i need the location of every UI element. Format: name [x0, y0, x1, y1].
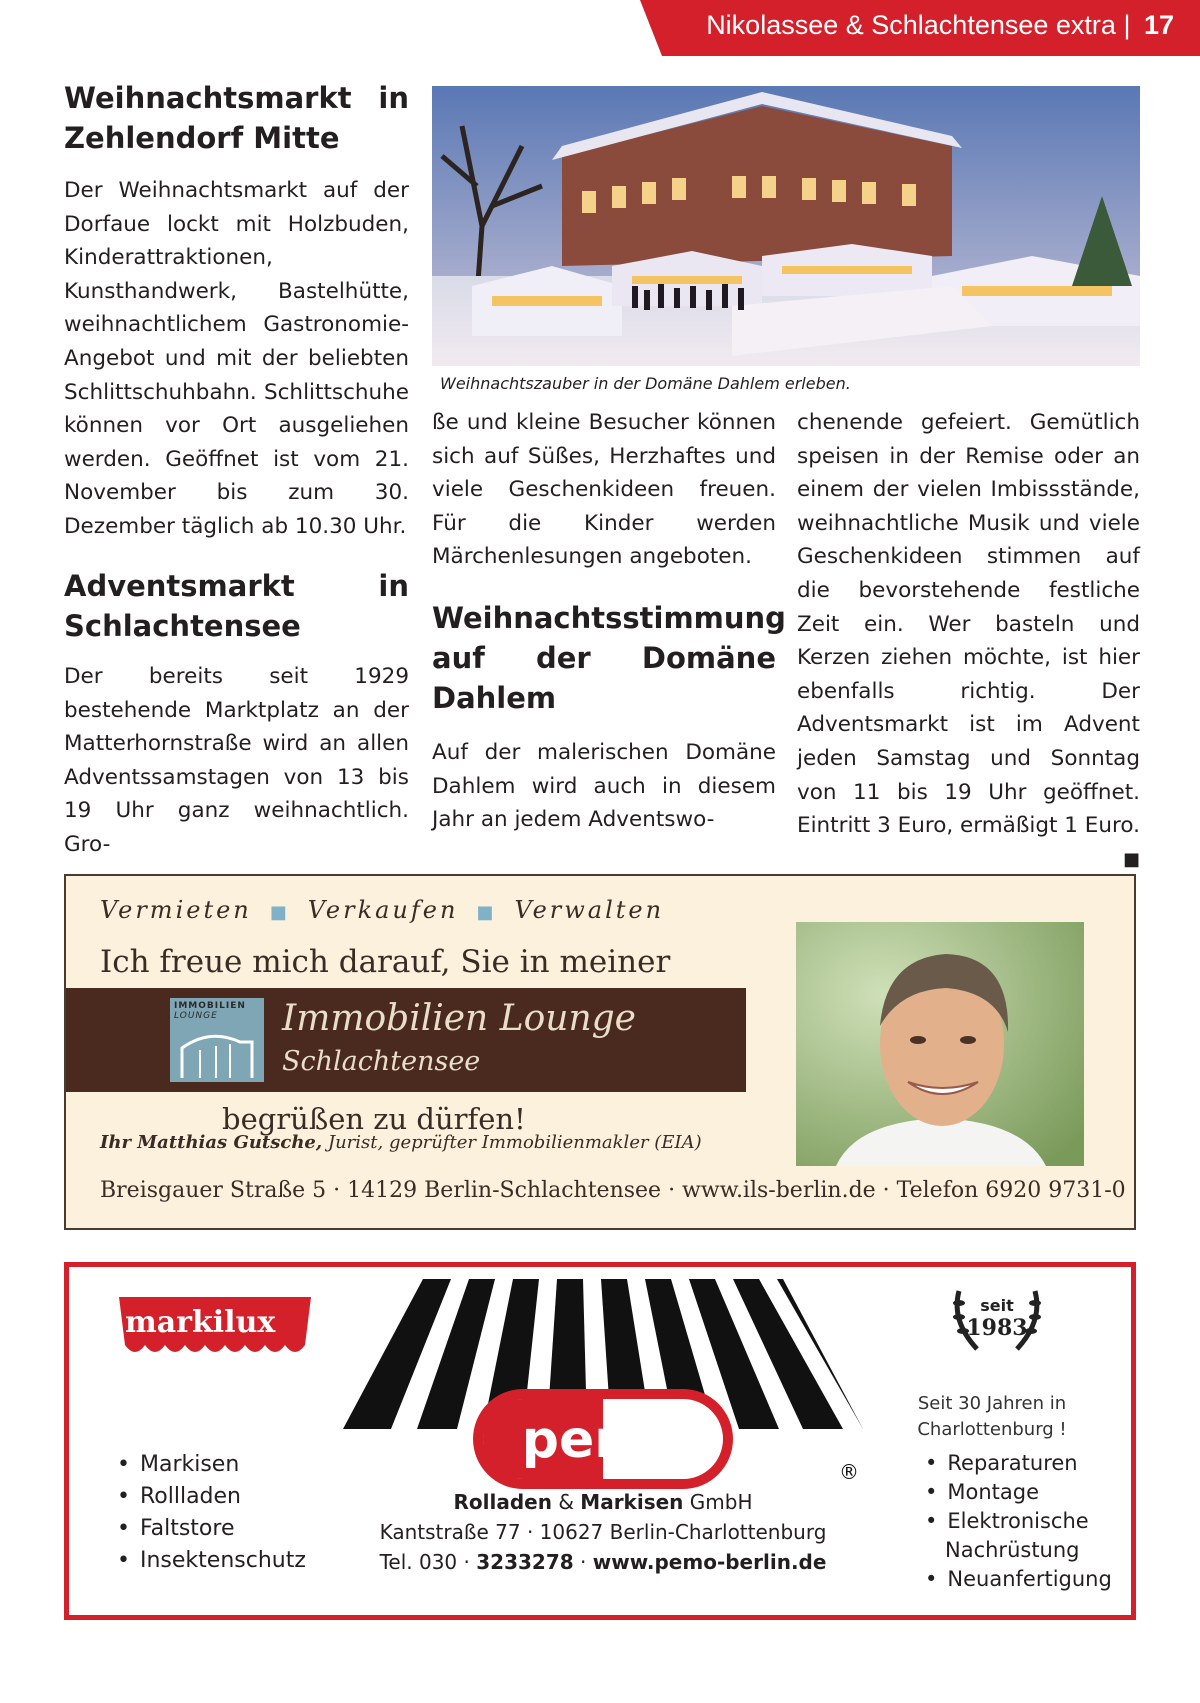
ad-greeting-line2: begrüßen zu dürfen! [222, 1102, 526, 1136]
section-name: Nikolassee & Schlachtensee extra [706, 10, 1116, 40]
list-item: • Faltstore [117, 1513, 306, 1545]
ad-greeting-line1: Ich freue mich darauf, Sie in meiner [100, 944, 671, 980]
article-zehlendorf [64, 78, 409, 544]
pemo-awning-logo [333, 1279, 873, 1509]
article-title: Weihnachtsmarkt in Zehlendorf Mitte [64, 81, 409, 155]
ad-tagline: Vermieten ■ Verkaufen ■ Verwalten [100, 896, 665, 924]
product-list [117, 1449, 306, 1577]
markilux-logo: markilux [109, 1293, 321, 1363]
company-contact: Tel. 030 · 3233278 · www.pemo-berlin.de [379, 1550, 827, 1574]
page-number: 17 [1143, 10, 1174, 40]
agent-portrait [796, 922, 1084, 1166]
website-link[interactable]: www.pemo-berlin.de [592, 1550, 827, 1574]
company-address: Kantstraße 77 · 10627 Berlin-Charlottenburg [379, 1520, 827, 1544]
list-item: • Reparaturen [925, 1449, 1125, 1478]
agent-line [100, 1132, 702, 1153]
photo-caption: Weihnachtszauber in der Domäne Dahlem erleben. [440, 374, 851, 393]
photo-illustration [432, 86, 1140, 366]
pemo-logo-text: pemo [521, 1410, 685, 1470]
list-item: • Markisen [117, 1449, 306, 1481]
header-label: Nikolassee & Schlachtensee extra | 17 [706, 10, 1174, 40]
list-item: • Rollladen [117, 1481, 306, 1513]
article-dahlem-continued [797, 406, 1140, 876]
article-schlachtensee [64, 566, 409, 862]
christmas-market-photo [432, 86, 1140, 366]
page-header [640, 0, 1200, 56]
article-body: Auf der malerischen Domäne Dahlem wird auch in diesem Jahr an jedem Adventswo- [432, 740, 776, 833]
since-year: 1983 [966, 1315, 1028, 1341]
agent-title: Jurist, geprüfter Immobilienmakler (EIA) [327, 1132, 702, 1153]
agent-name: Ihr Matthias Gutsche, [100, 1132, 323, 1153]
company-info [373, 1487, 833, 1577]
immobilien-lounge-logo: IMMOBILIEN LOUNGE [170, 998, 264, 1082]
since-label: seit [980, 1296, 1014, 1315]
article-dahlem [432, 598, 786, 837]
ad-address: Breisgauer Straße 5 · 14129 Berlin-Schlachtensee · www.ils-berlin.de · Telefon 6920 9731-0 [100, 1178, 1126, 1203]
article-body: Der bereits seit 1929 bestehende Marktplatz an der Matterhornstraße wird an allen Adventssamstagen von 13 bis 19 Uhr ganz weihnachtlich. Gro- [64, 664, 409, 857]
brand-location: Schlachtensee [282, 1046, 481, 1077]
brand-name: Immobilien Lounge [282, 998, 636, 1039]
article-body: chenende gefeiert. Gemütlich speisen in der Remise oder an einem der vielen Imbissstände, weihnachtliche Musik und viele Geschenkideen stimmen auf die bevorstehende festliche Zeit ein. Wer basteln und Kerzen ziehen möchte, ist hier ebenfalls richtig. Der Adventsmarkt ist im Advent jeden Samstag und Sonntag von 11 bis 19 Uhr geöffnet. Eintritt 3 Euro, ermäßigt 1 Euro. ■ [797, 406, 1140, 843]
article-body: ße und kleine Besucher können sich auf Süßes, Herzhaftes und viele Geschenkideen freuen. Für die Kinder werden Märchenlesungen angeboten. [432, 410, 776, 570]
portrait-illustration [796, 922, 1084, 1166]
service-list [925, 1449, 1125, 1594]
list-item: • Insektenschutz [117, 1545, 306, 1577]
company-name: Rolladen & Markisen GmbH [453, 1490, 753, 1514]
article-body: Der Weihnachtsmarkt auf der Dorfaue lockt mit Holzbuden, Kinderattraktionen, Kunsthandwerk, Bastelhütte, weihnachtlichem Gastronomie-Angebot und mit der beliebten Schlittschuhbahn. Schlittschuhe können vor Ort ausgeliehen werden. Geöffnet ist vom 21. November bis zum 30. Dezember täglich ab 10.30 Uhr. [64, 178, 409, 539]
list-item: • Montage [925, 1478, 1125, 1507]
list-item: • Neuanfertigung [925, 1565, 1125, 1594]
end-mark: ■ [1122, 848, 1140, 870]
since-text: Seit 30 Jahren in Charlottenburg ! [917, 1393, 1067, 1440]
registered-mark: ® [839, 1460, 859, 1484]
article-title: Weihnachtsstimmung auf der Domäne Dahlem [432, 601, 786, 715]
article-schlachtensee-continued [432, 406, 776, 574]
brand-band [66, 988, 746, 1092]
laurel-wreath-icon [947, 1281, 1047, 1361]
list-item: • Elektronische Nachrüstung [925, 1507, 1125, 1565]
pemo-ad [64, 1262, 1136, 1620]
immobilien-lounge-ad [64, 874, 1136, 1230]
phone-number: 3233278 [476, 1550, 574, 1574]
article-title: Adventsmarkt in Schlachtensee [64, 569, 409, 643]
lounge-building-icon [170, 998, 264, 1082]
